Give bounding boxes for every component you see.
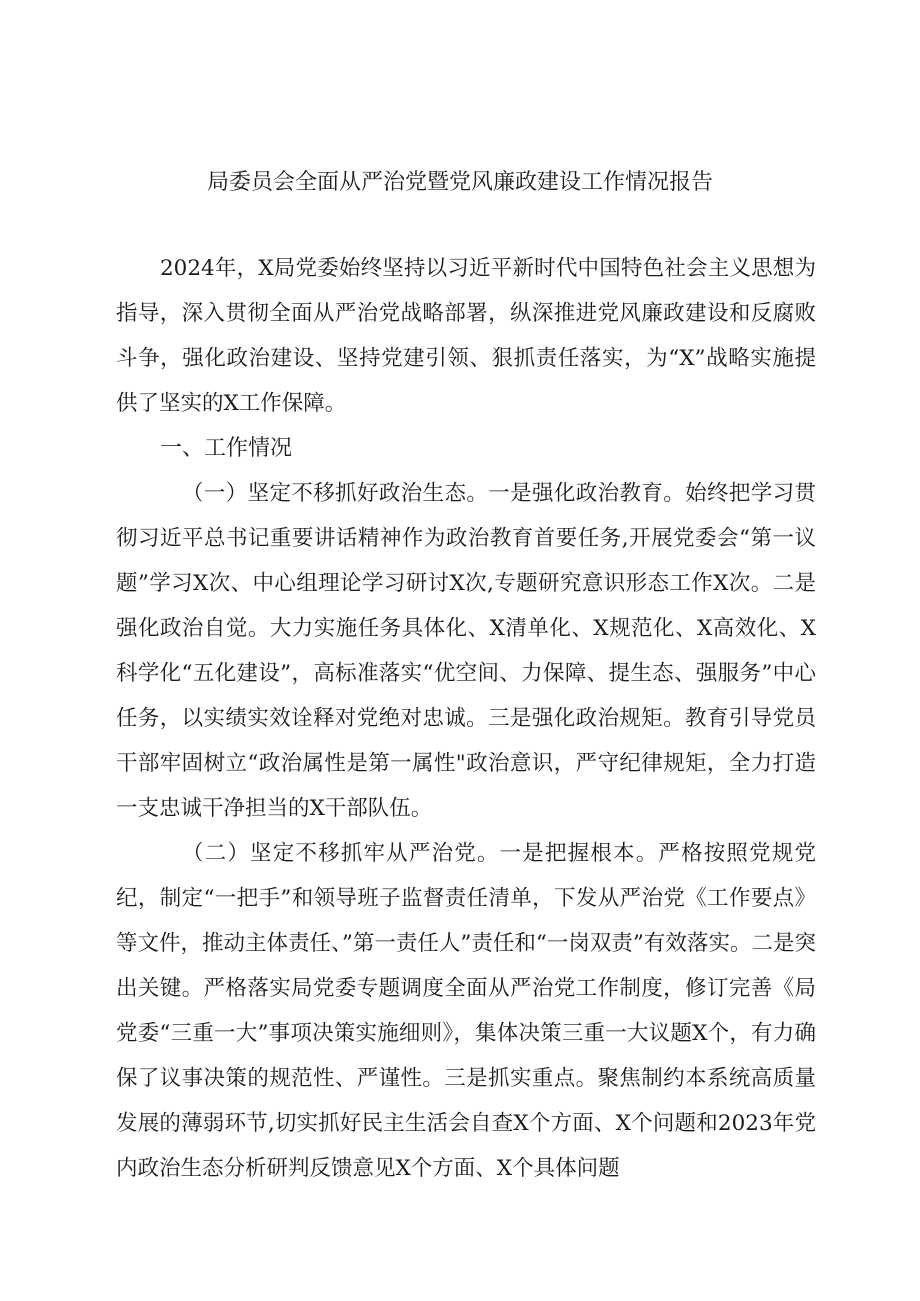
document-body [116,246,816,1191]
section-heading: 一、工作情况 [160,436,293,461]
section-paragraph-1: （一）坚定不移抓好政治生态。一是强化政治教育。始终把学习贯彻习近平总书记重要讲话精神作为政治教育首要任务,开展党委会“第一议题”学习X次、中心组理论学习研讨X次,专题研究意识形态工作X次。二是强化政治自觉。大力实施任务具体化、X清单化、X规范化、X高效化、X科学化“五化建设”，高标准落实“优空间、力保障、提生态、强服务”中心任务，以实绩实效诠释对党绝对忠诚。三是强化政治规矩。教育引导党员干部牢固树立“政治属性是第一属性"政治意识，严守纪律规矩，全力打造一支忠诚干净担当的X干部队伍。 [116,481,816,821]
section-paragraph-2: （二）坚定不移抓牢从严治党。一是把握根本。严格按照党规党纪，制定“一把手”和领导班子监督责任清单，下发从严治党《工作要点》等文件，推动主体责任、”第一责任人”责任和“一岗双责”有效落实。二是突出关键。严格落实局党委专题调度全面从严治党工作制度，修订完善《局党委“三重一大”事项决策实施细则》，集体决策三重一大议题X个，有力确保了议事决策的规范性、严谨性。三是抓实重点。聚焦制约本系统高质量发展的薄弱环节,切实抓好民主生活会自查X个方面、X个问题和2023年党内政治生态分析研判反馈意见X个方面、X个具体问题 [116,841,816,1181]
document-title: 局委员会全面从严治党暨党风廉政建设工作情况报告 [206,170,713,195]
intro-paragraph: 2024年，X局党委始终坚持以习近平新时代中国特色社会主义思想为指导，深入贯彻全面从严治党战略部署，纵深推进党风廉政建设和反腐败斗争，强化政治建设、坚持党建引领、狠抓责任落实，为“X”战略实施提供了坚实的X工作保障。 [116,256,816,416]
